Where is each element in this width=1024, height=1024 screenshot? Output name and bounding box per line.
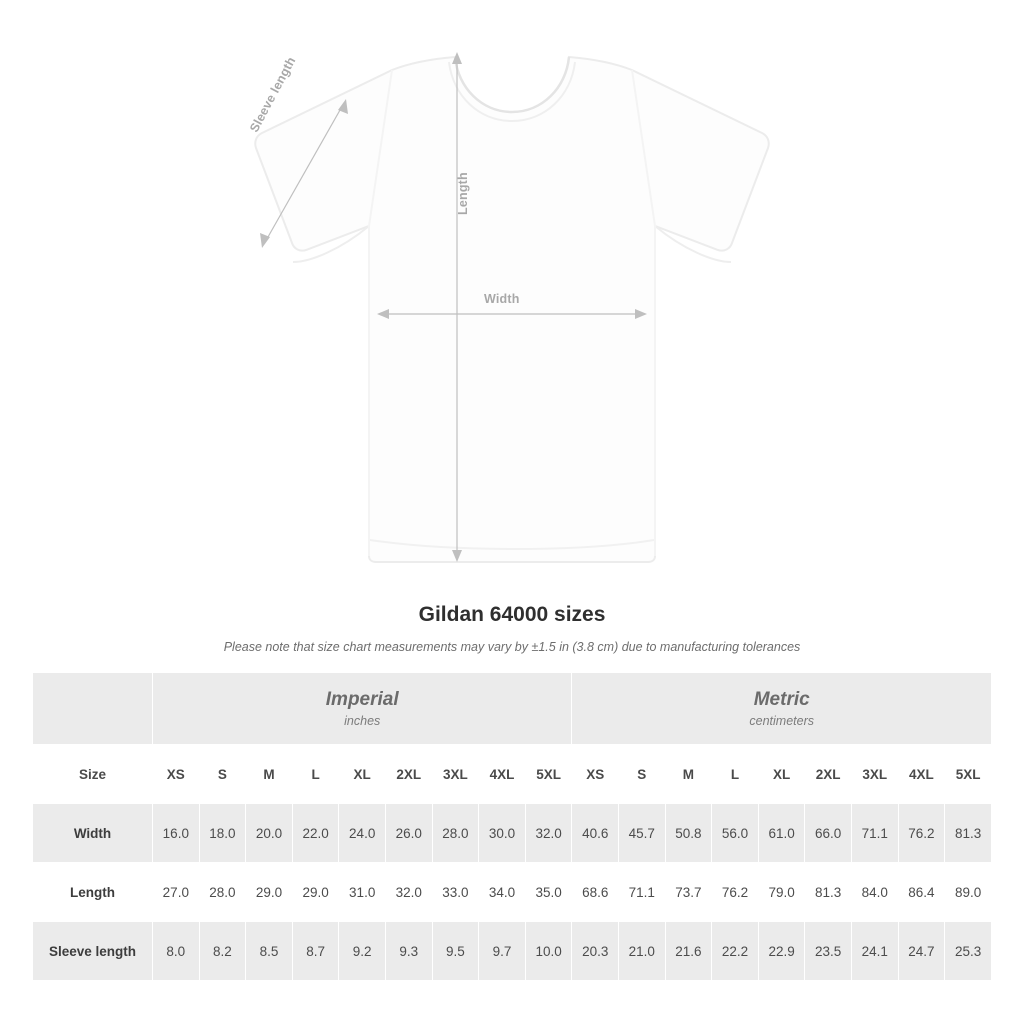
- size-header-imperial-2xl: 2XL: [385, 745, 432, 804]
- size-header-imperial-s: S: [199, 745, 246, 804]
- size-header-metric-m: M: [665, 745, 712, 804]
- cell-sleeve-metric-s: 21.0: [619, 922, 666, 981]
- size-header-metric-xl: XL: [758, 745, 805, 804]
- unit-group-imperial-sub: inches: [344, 713, 381, 728]
- cell-sleeve-metric-l: 22.2: [712, 922, 759, 981]
- size-header-label: Size: [33, 745, 153, 804]
- cell-length-metric-l: 76.2: [712, 863, 759, 922]
- cell-sleeve-metric-xl: 22.9: [758, 922, 805, 981]
- size-header-imperial-m: M: [246, 745, 293, 804]
- cell-length-imperial-5xl: 35.0: [525, 863, 572, 922]
- row-label-sleeve-length: Sleeve length: [33, 922, 153, 981]
- cell-width-metric-5xl: 81.3: [945, 804, 992, 863]
- cell-length-metric-xs: 68.6: [572, 863, 619, 922]
- unit-group-metric-name: Metric: [753, 688, 810, 710]
- size-header-imperial-xl: XL: [339, 745, 386, 804]
- cell-width-imperial-2xl: 26.0: [385, 804, 432, 863]
- page-title: Gildan 64000 sizes: [418, 603, 606, 626]
- length-label: Length: [456, 172, 470, 215]
- table-row-length: [33, 863, 992, 922]
- size-header-imperial-l: L: [292, 745, 339, 804]
- tshirt-shape: [255, 57, 769, 562]
- corner-blank: [33, 673, 153, 745]
- sleeve-length-label: Sleeve length: [247, 54, 299, 135]
- size-header-metric-4xl: 4XL: [898, 745, 945, 804]
- cell-width-metric-s: 45.7: [619, 804, 666, 863]
- unit-group-imperial: [153, 673, 572, 745]
- size-header-metric-xs: XS: [572, 745, 619, 804]
- cell-width-metric-4xl: 76.2: [898, 804, 945, 863]
- cell-length-imperial-4xl: 34.0: [479, 863, 526, 922]
- cell-sleeve-metric-m: 21.6: [665, 922, 712, 981]
- title-block: [0, 600, 1024, 655]
- size-header-imperial-4xl: 4XL: [479, 745, 526, 804]
- row-label-width: Width: [33, 804, 153, 863]
- cell-width-metric-l: 56.0: [712, 804, 759, 863]
- size-header-imperial-3xl: 3XL: [432, 745, 479, 804]
- table-row-sleeve-length: [33, 922, 992, 981]
- size-chart-table-wrap: [32, 672, 992, 981]
- size-header-metric-5xl: 5XL: [945, 745, 992, 804]
- cell-length-metric-2xl: 81.3: [805, 863, 852, 922]
- cell-sleeve-metric-3xl: 24.1: [851, 922, 898, 981]
- cell-sleeve-imperial-s: 8.2: [199, 922, 246, 981]
- cell-width-imperial-s: 18.0: [199, 804, 246, 863]
- cell-width-metric-2xl: 66.0: [805, 804, 852, 863]
- unit-group-metric: [572, 673, 992, 745]
- cell-width-imperial-xs: 16.0: [153, 804, 200, 863]
- cell-sleeve-imperial-l: 8.7: [292, 922, 339, 981]
- size-header-imperial-xs: XS: [153, 745, 200, 804]
- cell-sleeve-imperial-3xl: 9.5: [432, 922, 479, 981]
- cell-width-imperial-3xl: 28.0: [432, 804, 479, 863]
- cell-length-imperial-xs: 27.0: [153, 863, 200, 922]
- unit-group-metric-sub: centimeters: [749, 713, 814, 728]
- size-header-metric-2xl: 2XL: [805, 745, 852, 804]
- cell-sleeve-metric-xs: 20.3: [572, 922, 619, 981]
- cell-length-imperial-l: 29.0: [292, 863, 339, 922]
- cell-sleeve-imperial-m: 8.5: [246, 922, 293, 981]
- cell-length-imperial-xl: 31.0: [339, 863, 386, 922]
- cell-length-imperial-2xl: 32.0: [385, 863, 432, 922]
- cell-width-metric-xs: 40.6: [572, 804, 619, 863]
- cell-width-imperial-4xl: 30.0: [479, 804, 526, 863]
- cell-length-metric-4xl: 86.4: [898, 863, 945, 922]
- cell-sleeve-metric-5xl: 25.3: [945, 922, 992, 981]
- cell-width-metric-xl: 61.0: [758, 804, 805, 863]
- cell-width-imperial-5xl: 32.0: [525, 804, 572, 863]
- unit-group-imperial-name: Imperial: [325, 688, 399, 710]
- cell-length-metric-5xl: 89.0: [945, 863, 992, 922]
- size-header-row: [33, 745, 992, 804]
- size-header-metric-s: S: [619, 745, 666, 804]
- cell-length-metric-3xl: 84.0: [851, 863, 898, 922]
- unit-group-row: [33, 673, 992, 745]
- cell-sleeve-imperial-5xl: 10.0: [525, 922, 572, 981]
- size-header-imperial-5xl: 5XL: [525, 745, 572, 804]
- size-header-metric-3xl: 3XL: [851, 745, 898, 804]
- cell-length-imperial-m: 29.0: [246, 863, 293, 922]
- cell-width-imperial-xl: 24.0: [339, 804, 386, 863]
- table-row-width: [33, 804, 992, 863]
- cell-length-imperial-s: 28.0: [199, 863, 246, 922]
- cell-sleeve-imperial-2xl: 9.3: [385, 922, 432, 981]
- row-label-length: Length: [33, 863, 153, 922]
- cell-sleeve-metric-4xl: 24.7: [898, 922, 945, 981]
- size-chart-table: [32, 672, 992, 981]
- cell-sleeve-imperial-xl: 9.2: [339, 922, 386, 981]
- tolerance-note: Please note that size chart measurements may vary by ±1.5 in (3.8 cm) due to manufacturing tolerances: [223, 640, 801, 654]
- cell-length-metric-xl: 79.0: [758, 863, 805, 922]
- cell-length-imperial-3xl: 33.0: [432, 863, 479, 922]
- cell-width-metric-3xl: 71.1: [851, 804, 898, 863]
- cell-sleeve-metric-2xl: 23.5: [805, 922, 852, 981]
- cell-length-metric-s: 71.1: [619, 863, 666, 922]
- cell-sleeve-imperial-xs: 8.0: [153, 922, 200, 981]
- cell-width-imperial-l: 22.0: [292, 804, 339, 863]
- cell-length-metric-m: 73.7: [665, 863, 712, 922]
- width-label: Width: [484, 292, 520, 306]
- cell-width-metric-m: 50.8: [665, 804, 712, 863]
- cell-width-imperial-m: 20.0: [246, 804, 293, 863]
- size-header-metric-l: L: [712, 745, 759, 804]
- cell-sleeve-imperial-4xl: 9.7: [479, 922, 526, 981]
